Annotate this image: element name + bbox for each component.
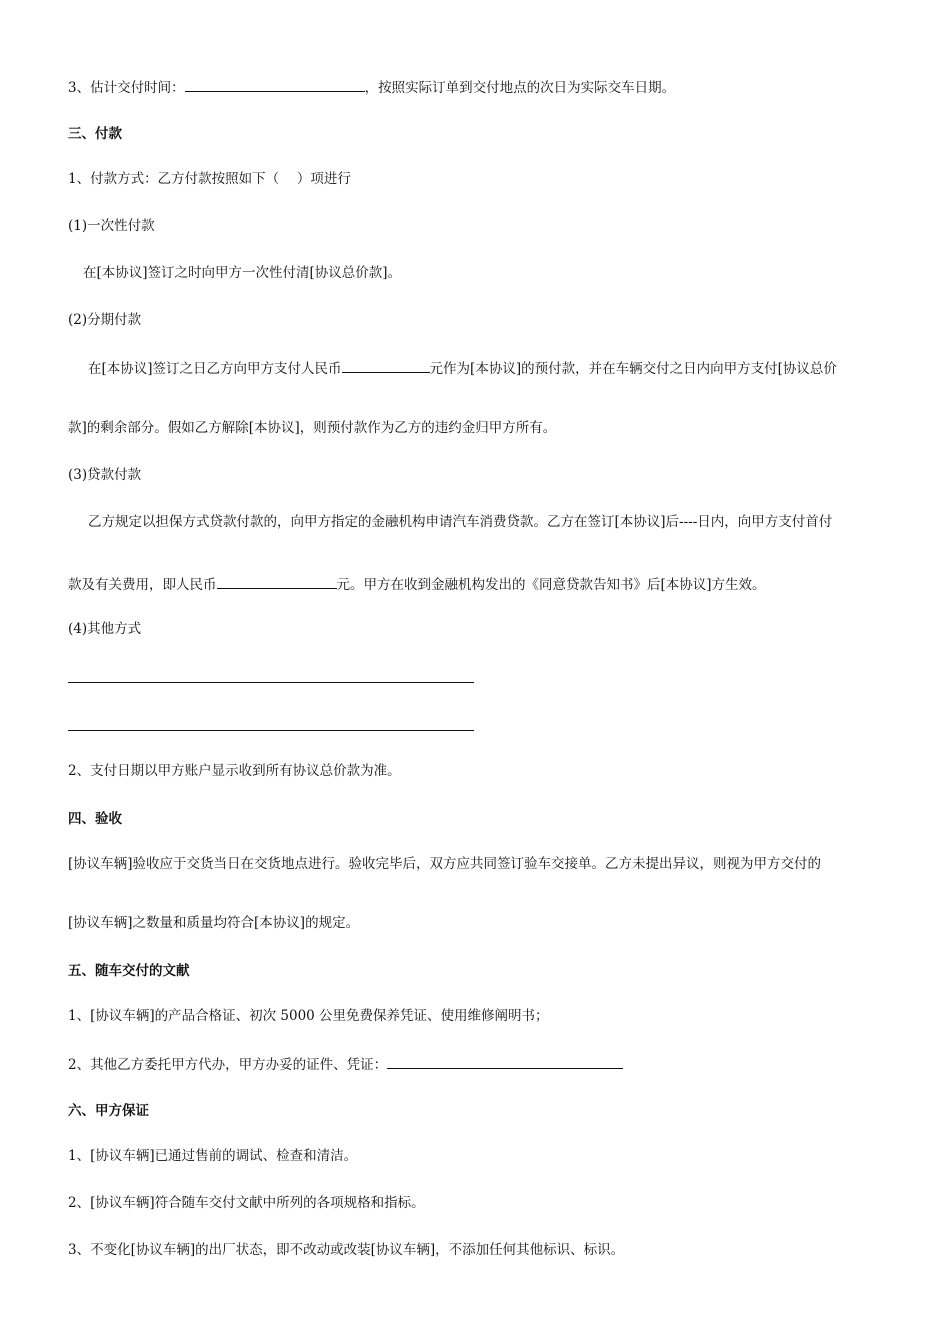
paragraph-guarantee-2: 2、[协议车辆]符合随车交付文献中所列的各项规格和指标。 (68, 1195, 425, 1211)
fill-in-line (68, 682, 474, 683)
paragraph-loan: 乙方规定以担保方式贷款付款的，向甲方指定的金融机构申请汽车消费贷款。乙方在签订[本协议]后----日内，向甲方支付首付 (88, 514, 833, 530)
subheading-other: (4)其他方式 (68, 621, 142, 637)
paragraph-payment-date: 2、支付日期以甲方账户显示收到所有协议总价款为准。 (68, 763, 401, 779)
text-segment: ，按照实际订单到交付地点的次日为实际交车日期。 (364, 80, 676, 96)
paragraph-installment (88, 358, 837, 378)
paragraph-documents-2 (68, 1054, 623, 1074)
fill-in-blank (387, 1054, 623, 1069)
paragraph-acceptance: [协议车辆]验收应于交货当日在交货地点进行。验收完毕后，双方应共同签订验车交接单。乙方未提出异议，则视为甲方交付的 (68, 856, 822, 872)
subheading-installment: (2)分期付款 (68, 312, 142, 328)
paragraph-payment-method: 1、付款方式：乙方付款按照如下（ ）项进行 (68, 171, 351, 187)
text-segment: 2、其他乙方委托甲方代办，甲方办妥的证件、凭证： (68, 1057, 388, 1073)
paragraph-lump-sum: 在[本协议]签订之时向甲方一次性付清[协议总价款]。 (83, 265, 402, 281)
fill-in-blank (185, 77, 365, 92)
text-segment: 3、估计交付时间： (68, 80, 185, 96)
fill-in-line (68, 730, 474, 731)
paragraph-guarantee-1: 1、[协议车辆]已通过售前的调试、检查和清洁。 (68, 1148, 358, 1164)
section-heading-guarantee: 六、甲方保证 (68, 1103, 149, 1119)
paragraph-guarantee-3: 3、不变化[协议车辆]的出厂状态，即不改动或改装[协议车辆]，不添加任何其他标识、标识。 (68, 1242, 625, 1258)
text-segment: 元。甲方在收到金融机构发出的《同意贷款告知书》后[本协议]方生效。 (336, 577, 766, 593)
text-segment: 在[本协议]签订之日乙方向甲方支付人民币 (88, 361, 342, 377)
paragraph-installment-cont: 款]的剩余部分。假如乙方解除[本协议]，则预付款作为乙方的违约金归甲方所有。 (68, 420, 557, 436)
fill-in-blank (342, 358, 430, 373)
paragraph-acceptance-cont: [协议车辆]之数量和质量均符合[本协议]的规定。 (68, 915, 360, 931)
subheading-lump-sum: (1)一次性付款 (68, 218, 155, 234)
fill-in-blank (217, 574, 337, 589)
paragraph-documents-1: 1、[协议车辆]的产品合格证、初次 5000 公里免费保养凭证、使用维修阐明书； (68, 1008, 549, 1024)
section-heading-payment: 三、付款 (68, 126, 122, 142)
subheading-loan: (3)贷款付款 (68, 467, 142, 483)
text-segment: 款及有关费用，即人民币 (68, 577, 217, 593)
section-heading-documents: 五、随车交付的文献 (68, 963, 190, 979)
text-segment: 元作为[本协议]的预付款，并在车辆交付之日内向甲方支付[协议总价 (429, 361, 837, 377)
paragraph-loan-cont (68, 574, 766, 594)
section-heading-acceptance: 四、验收 (68, 811, 122, 827)
paragraph-delivery-time (68, 77, 675, 97)
